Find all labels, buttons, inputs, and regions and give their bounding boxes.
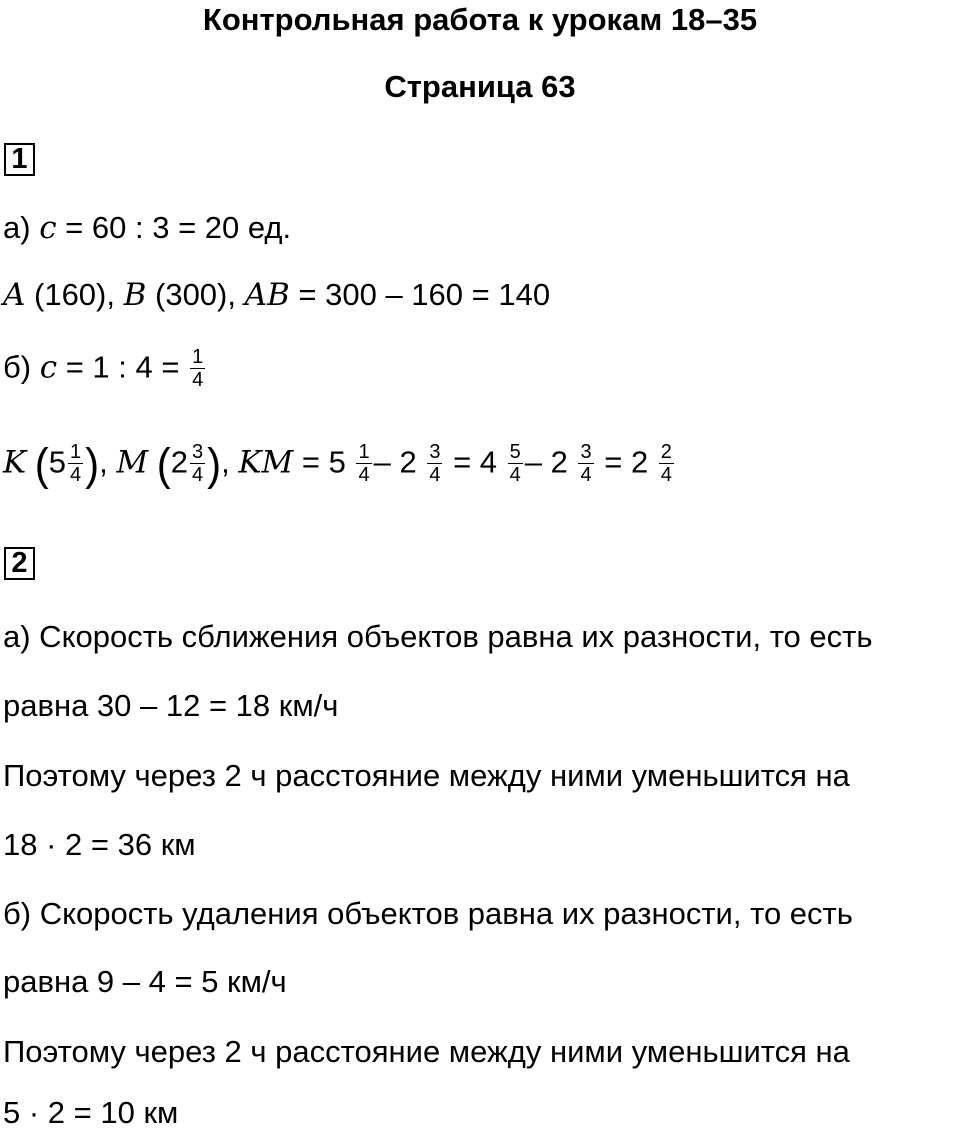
separator: , bbox=[221, 444, 239, 480]
fraction-numerator: 3 bbox=[192, 441, 204, 463]
fraction-denominator: 4 bbox=[660, 464, 672, 486]
km-minus2: – 2 bbox=[524, 444, 577, 480]
k-fraction bbox=[68, 442, 83, 487]
line-a-label: а) bbox=[3, 210, 40, 245]
left-paren: ( bbox=[156, 439, 171, 489]
fraction-denominator: 4 bbox=[192, 369, 204, 391]
var-a: A bbox=[3, 277, 26, 313]
km-minus1: – 2 bbox=[373, 444, 426, 480]
km-eq3: = 2 bbox=[595, 444, 657, 480]
fraction-numerator: 1 bbox=[70, 441, 82, 463]
task-2-line: а) Скорость сближения объектов равна их разности, то есть bbox=[3, 619, 873, 654]
fraction-denominator: 4 bbox=[509, 464, 521, 486]
fraction-numerator: 5 bbox=[509, 441, 521, 463]
var-m: M bbox=[116, 444, 149, 481]
task-2-line: равна 30 – 12 = 18 км/ч bbox=[3, 688, 339, 723]
page-title: Контрольная работа к урокам 18–35 bbox=[202, 2, 758, 37]
var-k: K bbox=[3, 444, 27, 481]
right-paren: ) bbox=[207, 439, 222, 489]
task-2-line: б) Скорость удаления объектов равна их разности, то есть bbox=[3, 896, 853, 931]
var-c: c bbox=[39, 349, 58, 386]
b-value: (300), bbox=[146, 277, 245, 312]
task-1-line-ab bbox=[3, 275, 550, 315]
task-2-number: 2 bbox=[4, 547, 35, 580]
fraction-numerator: 2 bbox=[660, 441, 672, 463]
line-b-label: б) bbox=[3, 349, 40, 385]
fraction-denominator: 4 bbox=[358, 464, 370, 486]
fraction-denominator: 4 bbox=[192, 464, 204, 486]
page-subtitle: Страница 63 bbox=[384, 69, 576, 104]
task-1-line-b bbox=[3, 347, 207, 392]
task-1-number: 1 bbox=[4, 143, 35, 176]
right-paren: ) bbox=[85, 439, 100, 489]
var-ab: AB bbox=[244, 277, 290, 313]
a-value: (160), bbox=[25, 277, 124, 312]
task-2-line: 18 · 2 = 36 км bbox=[3, 827, 196, 862]
left-paren: ( bbox=[34, 439, 49, 489]
fraction-2 bbox=[427, 442, 442, 487]
fraction-numerator: 1 bbox=[192, 346, 204, 368]
fraction bbox=[190, 347, 205, 392]
fraction-4 bbox=[578, 442, 593, 487]
var-b: B bbox=[123, 277, 147, 313]
m-fraction bbox=[190, 442, 205, 487]
fraction-denominator: 4 bbox=[429, 464, 441, 486]
task-2-line: 5 · 2 = 10 км bbox=[3, 1095, 179, 1130]
fraction-numerator: 3 bbox=[429, 441, 441, 463]
task-2-line: Поэтому через 2 ч расстояние между ними уменьшится на bbox=[3, 758, 850, 793]
separator: , bbox=[99, 444, 117, 480]
task-1-line-a bbox=[3, 208, 291, 248]
task-2-line: равна 9 – 4 = 5 км/ч bbox=[3, 964, 287, 999]
ab-rest: = 300 – 160 = 140 bbox=[289, 277, 551, 312]
task-1-line-km bbox=[3, 439, 676, 489]
m-whole: 2 bbox=[170, 444, 189, 480]
fraction-numerator: 3 bbox=[580, 441, 592, 463]
line-b-rest: = 1 : 4 = bbox=[57, 349, 189, 385]
var-c: c bbox=[39, 210, 57, 246]
fraction-5 bbox=[659, 442, 674, 487]
fraction-denominator: 4 bbox=[70, 464, 82, 486]
task-2-line: Поэтому через 2 ч расстояние между ними уменьшится на bbox=[3, 1034, 850, 1069]
line-a-rest: = 60 : 3 = 20 ед. bbox=[56, 210, 292, 245]
km-eq1: = 5 bbox=[293, 444, 355, 480]
var-km: KM bbox=[238, 444, 294, 481]
fraction-3 bbox=[508, 442, 523, 487]
fraction-denominator: 4 bbox=[580, 464, 592, 486]
k-whole: 5 bbox=[48, 444, 67, 480]
fraction-numerator: 1 bbox=[358, 441, 370, 463]
fraction-1 bbox=[356, 442, 371, 487]
km-eq2: = 4 bbox=[444, 444, 506, 480]
